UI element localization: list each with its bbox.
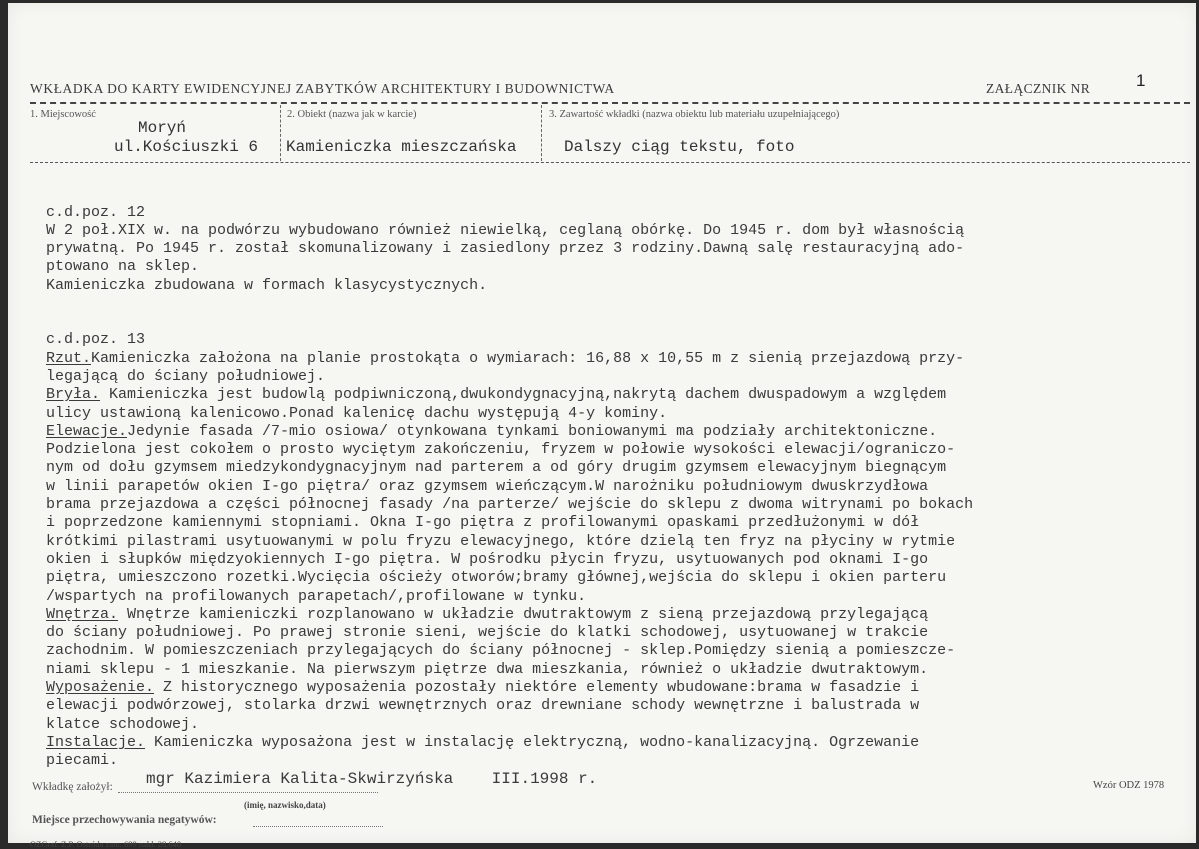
- annex-number: 1: [1136, 71, 1146, 90]
- section-heading: Elewacje.: [46, 422, 128, 440]
- created-by-caption: (imię, nazwisko,data): [244, 800, 326, 810]
- locality-label: 1. Miejscowość: [30, 109, 96, 120]
- object-label: 2. Obiekt (nazwa jak w karcie): [287, 109, 417, 120]
- contents-value: Dalszy ciąg tekstu, foto: [564, 138, 795, 156]
- created-by-label: Wkładkę założył:: [32, 781, 113, 793]
- negatives-dotted-line: [253, 826, 383, 827]
- template-info: Wzór ODZ 1978: [1093, 780, 1165, 791]
- section-heading: Bryła.: [46, 386, 101, 404]
- object-value: Kamieniczka mieszczańska: [286, 138, 517, 156]
- created-by-dotted-line: [118, 792, 378, 793]
- negatives-label: Miejsce przechowywania negatywów:: [32, 814, 217, 826]
- fields-divider: [30, 162, 1190, 163]
- document-sheet: [8, 3, 1196, 849]
- section-heading: Rzut.: [46, 349, 92, 367]
- section-elewacje: Elewacje.Jedynie fasada /7-mio osiowa/ otynkowana tynkami boniowanymi ma podziały architektoniczne. Podzielona jest cokołem o prosto wyciętym zakończeniu, fryzem w połowie wysokości elewacji/ograniczo- nym od dołu gzymsem miedzykondygnacyjnym nad parterem a od góry drugim gzymsem elewacyjnym biegnącym w linii parapetów okien I-go piętra/ oraz gzymsem wieńczącym.W narożniku południowym dwuskrzydłowa brama przejazdowa a części północnej fasady /na parterze/ wejście do sklepu z dwoma witrynami po bokach i poprzedzone kamiennymi stopniami. Okna I-go piętra z profilowanymi opaskami przedłużonymi w dół krótkimi pilastrami usytuowanymi w polu fryzu elewacyjnego, które dzielą ten fryz na płyciny w rytmie okien i słupków międzyokiennych I-go piętra. W pośrodku płycin fryzu, usytuowanych pod oknami I-go piętra, umieszczono rozetki.Wycięcia ościeży otworów;bramy głównej,wejścia do sklepu i okien parteru /wspartych na profilowanych parapetach/,profilowane w tynku.: [46, 422, 974, 605]
- section-wnetrza: Wnętrza. Wnętrze kamieniczki rozplanowano w układzie dwutraktowym z sieną przejazdową przylegającą do ściany południowej. Po prawej stronie sieni, wejście do klatki schodowej, usytuowanej w trakcie zachodnim. W pomieszczeniach przylegających do ściany północnej - sklep.Pomiędzy sienią a pomieszcze- niami sklepu - 1 mieszkanie. Na pierwszym piętrze dwa mieszkania, również o układzie dwutraktowym.: [46, 605, 956, 678]
- annex-label: ZAŁĄCZNIK NR: [986, 81, 1091, 96]
- paragraph-poz-12: c.d.poz. 12 W 2 poł.XIX w. na podwórzu wybudowano również niewielką, ceglaną obórkę. Do 1945 r. dom był własnością prywatną. Po 1945 r. został skomunalizowany i zasiedlony przez 3 rodziny.Dawną salę restauracyjną ado- ptowano na sklep. Kamieniczka zbudowana w formach klasycystycznych.: [46, 203, 965, 294]
- locality-value-line1: Moryń: [138, 119, 187, 137]
- section-instalacje: Instalacje. Kamieniczka wyposażona jest w instalację elektryczną, wodno-kanalizacyjną. Ogrzewanie piecami.: [46, 733, 920, 770]
- header-divider: [30, 102, 1190, 104]
- print-info: OZGraf. Z.P. Ostróda zam. 699 nakł. 28.640: [30, 839, 182, 849]
- form-title: WKŁADKA DO KARTY EWIDENCYJNEJ ZABYTKÓW ARCHITEKTURY I BUDOWNICTWA: [30, 81, 615, 96]
- document-body: [46, 167, 1146, 807]
- field-separator: [541, 105, 542, 161]
- section-wyposazenie: Wyposażenie. Z historycznego wyposażenia pozostały niektóre elementy wbudowane:brama w fasadzie i elewacji podwórzowej, stolarka drzwi wewnętrznych oraz drewniane schody wewnętrzne i balustrada w klatce schodowej.: [46, 679, 920, 733]
- section-heading: Wnętrza.: [46, 605, 119, 623]
- field-separator: [280, 105, 281, 161]
- locality-value-line2: ul.Kościuszki 6: [114, 138, 259, 156]
- section-rzut: Rzut.Kamieniczka założona na planie prostokąta o wymiarach: 16,88 x 10,55 m z sienią przejazdową przy- legającą do ściany południowej.: [46, 349, 965, 385]
- section-bryla: Bryła. Kamieniczka jest budowlą podpiwniczoną,dwukondygnacyjną,nakrytą dachem dwuspadowym a względem ulicy ustawioną kalenicowo.Ponad kalenicę dachu występują 4-y kominy.: [46, 386, 947, 422]
- section-heading: Wyposażenie.: [46, 679, 155, 697]
- created-by-value: mgr Kazimiera Kalita-Skwirzyńska III.1998 r.: [146, 770, 598, 788]
- section-heading: Instalacje.: [46, 733, 146, 751]
- contents-label: 3. Zawartość wkładki (nazwa obiektu lub materiału uzupełniającego): [549, 109, 840, 120]
- paragraph-poz-13-heading: c.d.poz. 13: [46, 331, 146, 349]
